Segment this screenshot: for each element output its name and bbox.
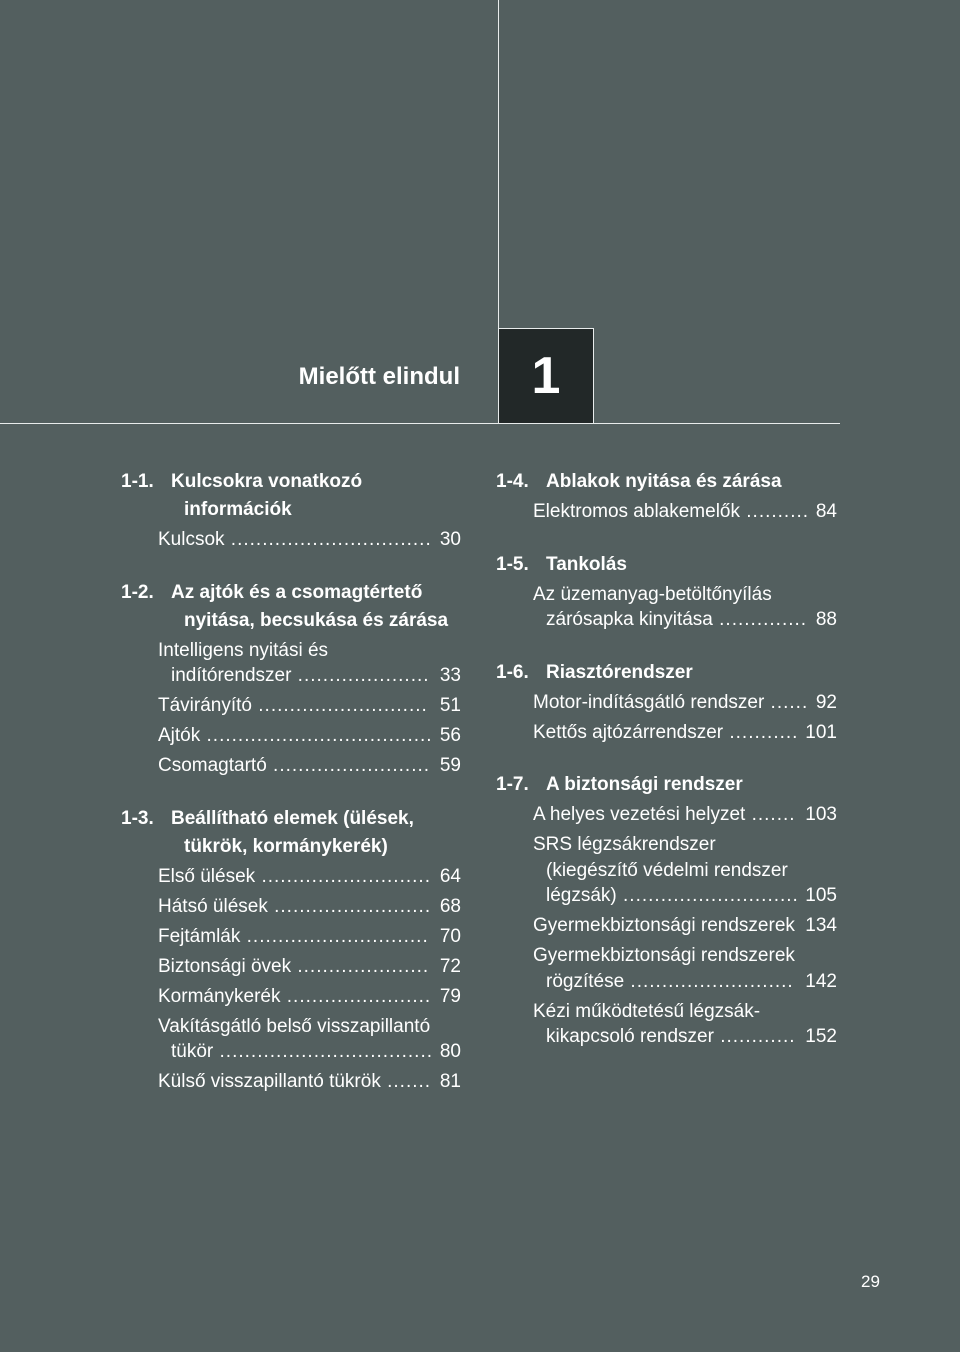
toc-entry[interactable] — [483, 913, 837, 939]
toc-entry[interactable] — [483, 690, 837, 716]
dot-leader: ..................... — [291, 665, 430, 686]
section-title: Beállítható elemek (ülések, tükrök, kormánykerék) — [171, 807, 414, 857]
section-title: Riasztórendszer — [546, 661, 693, 683]
toc-entry[interactable] — [108, 638, 461, 689]
toc-entry[interactable] — [108, 753, 461, 779]
toc-right-column — [496, 468, 837, 1076]
toc-entry[interactable] — [108, 723, 461, 749]
toc-entry[interactable] — [108, 954, 461, 980]
section-title: Tankolás — [546, 553, 627, 575]
section-number: 1-1. — [121, 471, 154, 492]
toc-entry-page: 92 — [815, 691, 837, 713]
toc-entry[interactable] — [108, 527, 461, 553]
section-number: 1-6. — [496, 661, 529, 683]
dot-leader: ................................ — [224, 529, 432, 550]
toc-entry-text: Kulcsok — [158, 529, 225, 550]
toc-entry-page: 103 — [805, 804, 837, 825]
toc-entry-page: 30 — [439, 529, 461, 550]
toc-entry-page: 70 — [439, 925, 461, 947]
dot-leader: ........... — [723, 721, 799, 743]
toc-entry[interactable] — [108, 924, 461, 950]
section-heading — [121, 468, 461, 524]
dot-leader: .......... — [739, 501, 810, 522]
toc-entry[interactable] — [108, 1014, 461, 1065]
toc-entry[interactable] — [483, 499, 837, 525]
dot-leader: ........................... — [251, 695, 428, 716]
toc-entry-page: 59 — [439, 755, 461, 776]
toc-entry-text: Gyermekbiztonsági rendszerek — [533, 915, 795, 936]
toc-entry-page: 51 — [439, 695, 461, 716]
section-number: 1-7. — [496, 774, 529, 795]
toc-entry-page: 105 — [805, 885, 837, 906]
toc-entry-text: Vakításgátló belső visszapillantó tükör — [158, 1015, 431, 1062]
dot-leader: ..................... — [291, 955, 430, 977]
toc-entry-page: 80 — [439, 1041, 461, 1062]
toc-entry-page: 134 — [805, 915, 837, 936]
dot-leader: ............................ — [616, 885, 799, 906]
toc-entry[interactable] — [483, 999, 837, 1050]
toc-entry[interactable] — [483, 943, 837, 994]
dot-leader: ......................... — [267, 895, 432, 917]
toc-entry-text: Kézi működtetésű légzsák-kikapcsoló rendszer — [533, 1000, 761, 1047]
dot-leader: ............................. — [240, 925, 429, 947]
toc-entry-page: 81 — [439, 1071, 461, 1092]
toc-entry-text: Hátsó ülések — [158, 895, 268, 917]
dot-leader: ........................... — [255, 865, 431, 887]
toc-entry-page: 79 — [439, 985, 461, 1007]
vertical-rule — [498, 0, 499, 330]
dot-leader: ............ — [713, 1026, 796, 1047]
toc-entry-page: 152 — [805, 1026, 837, 1047]
section-title: Az ajtók és a csomagtértető nyitása, becsukása és zárása — [171, 581, 449, 631]
dot-leader: .............. — [712, 609, 808, 630]
toc-section — [121, 579, 461, 779]
toc-entry-text: Fejtámlák — [158, 925, 241, 947]
page-number: 29 — [861, 1272, 880, 1291]
toc-entry[interactable] — [108, 1069, 461, 1095]
toc-entry-text: Elektromos ablakemelők — [533, 501, 740, 522]
section-title: Kulcsokra vonatkozó információk — [171, 471, 363, 520]
dot-leader: ...... — [764, 691, 809, 713]
section-heading — [496, 659, 837, 687]
toc-entry-text: SRS légzsákrendszer (kiegészítő védelmi rendszer légzsák) — [533, 834, 788, 906]
toc-entry-page: 64 — [439, 865, 461, 887]
chapter-number-box — [498, 328, 594, 424]
toc-entry-text: Gyermekbiztonsági rendszerek rögzítése — [533, 945, 795, 992]
toc-entry-text: Kormánykerék — [158, 985, 281, 1007]
toc-entry[interactable] — [483, 720, 837, 746]
toc-entry-text: Távirányító — [158, 695, 252, 716]
toc-entry-page: 72 — [439, 955, 461, 977]
dot-leader: ....... — [745, 804, 796, 825]
toc-section — [121, 805, 461, 1095]
toc-entry[interactable] — [108, 984, 461, 1010]
toc-entry-page: 68 — [439, 895, 461, 917]
section-heading — [121, 579, 461, 635]
dot-leader: ......................... — [266, 755, 431, 776]
toc-left-column — [121, 468, 461, 1121]
toc-entry-text: Kettős ajtózárrendszer — [533, 721, 724, 743]
dot-leader: ....... — [380, 1071, 432, 1092]
section-heading — [121, 805, 461, 861]
toc-entry-text: Csomagtartó — [158, 755, 267, 776]
toc-entry[interactable] — [108, 894, 461, 920]
toc-entry[interactable] — [483, 802, 837, 828]
horizontal-rule — [0, 423, 840, 424]
chapter-title: Mielőtt elindul — [298, 363, 460, 390]
toc-entry-text: Biztonsági övek — [158, 955, 292, 977]
toc-entry-text: Külső visszapillantó tükrök — [158, 1071, 381, 1092]
toc-entry-page: 101 — [805, 721, 837, 743]
chapter-number: 1 — [531, 347, 561, 405]
toc-entry-text: Motor-indításgátló rendszer — [533, 691, 765, 713]
toc-entry-text: A helyes vezetési helyzet — [533, 804, 746, 825]
toc-section — [121, 468, 461, 553]
dot-leader: ....................... — [280, 985, 432, 1007]
toc-section — [496, 771, 837, 1050]
toc-entry-page: 142 — [805, 970, 837, 992]
toc-entry[interactable] — [108, 864, 461, 890]
toc-entry-page: 84 — [815, 501, 837, 522]
section-heading — [496, 468, 837, 496]
dot-leader: .................................... — [200, 725, 433, 746]
toc-entry-text: Első ülések — [158, 865, 256, 887]
section-title: Ablakok nyitása és zárása — [546, 471, 782, 492]
toc-section — [496, 468, 837, 525]
toc-entry-text: Az üzemanyag-betöltőnyílás zárósapka kinyitása — [533, 583, 772, 630]
toc-entry-text: Intelligens nyitási és indítórendszer — [158, 639, 329, 686]
toc-entry-page: 33 — [439, 665, 461, 686]
toc-entry[interactable] — [108, 693, 461, 719]
section-number: 1-2. — [121, 581, 154, 603]
toc-entry[interactable] — [483, 582, 837, 633]
toc-section — [496, 659, 837, 746]
toc-section — [496, 551, 837, 633]
section-number: 1-4. — [496, 471, 529, 492]
toc-entry[interactable] — [483, 832, 837, 909]
toc-entry-page: 56 — [439, 725, 461, 746]
toc-entry-text: Ajtók — [158, 725, 201, 746]
section-heading — [496, 771, 837, 799]
section-number: 1-3. — [121, 807, 154, 829]
dot-leader: .......................... — [624, 970, 794, 992]
section-title: A biztonsági rendszer — [546, 774, 743, 795]
section-number: 1-5. — [496, 553, 529, 575]
toc-entry-page: 88 — [815, 609, 837, 630]
section-heading — [496, 551, 837, 579]
dot-leader: .................................. — [213, 1041, 434, 1062]
